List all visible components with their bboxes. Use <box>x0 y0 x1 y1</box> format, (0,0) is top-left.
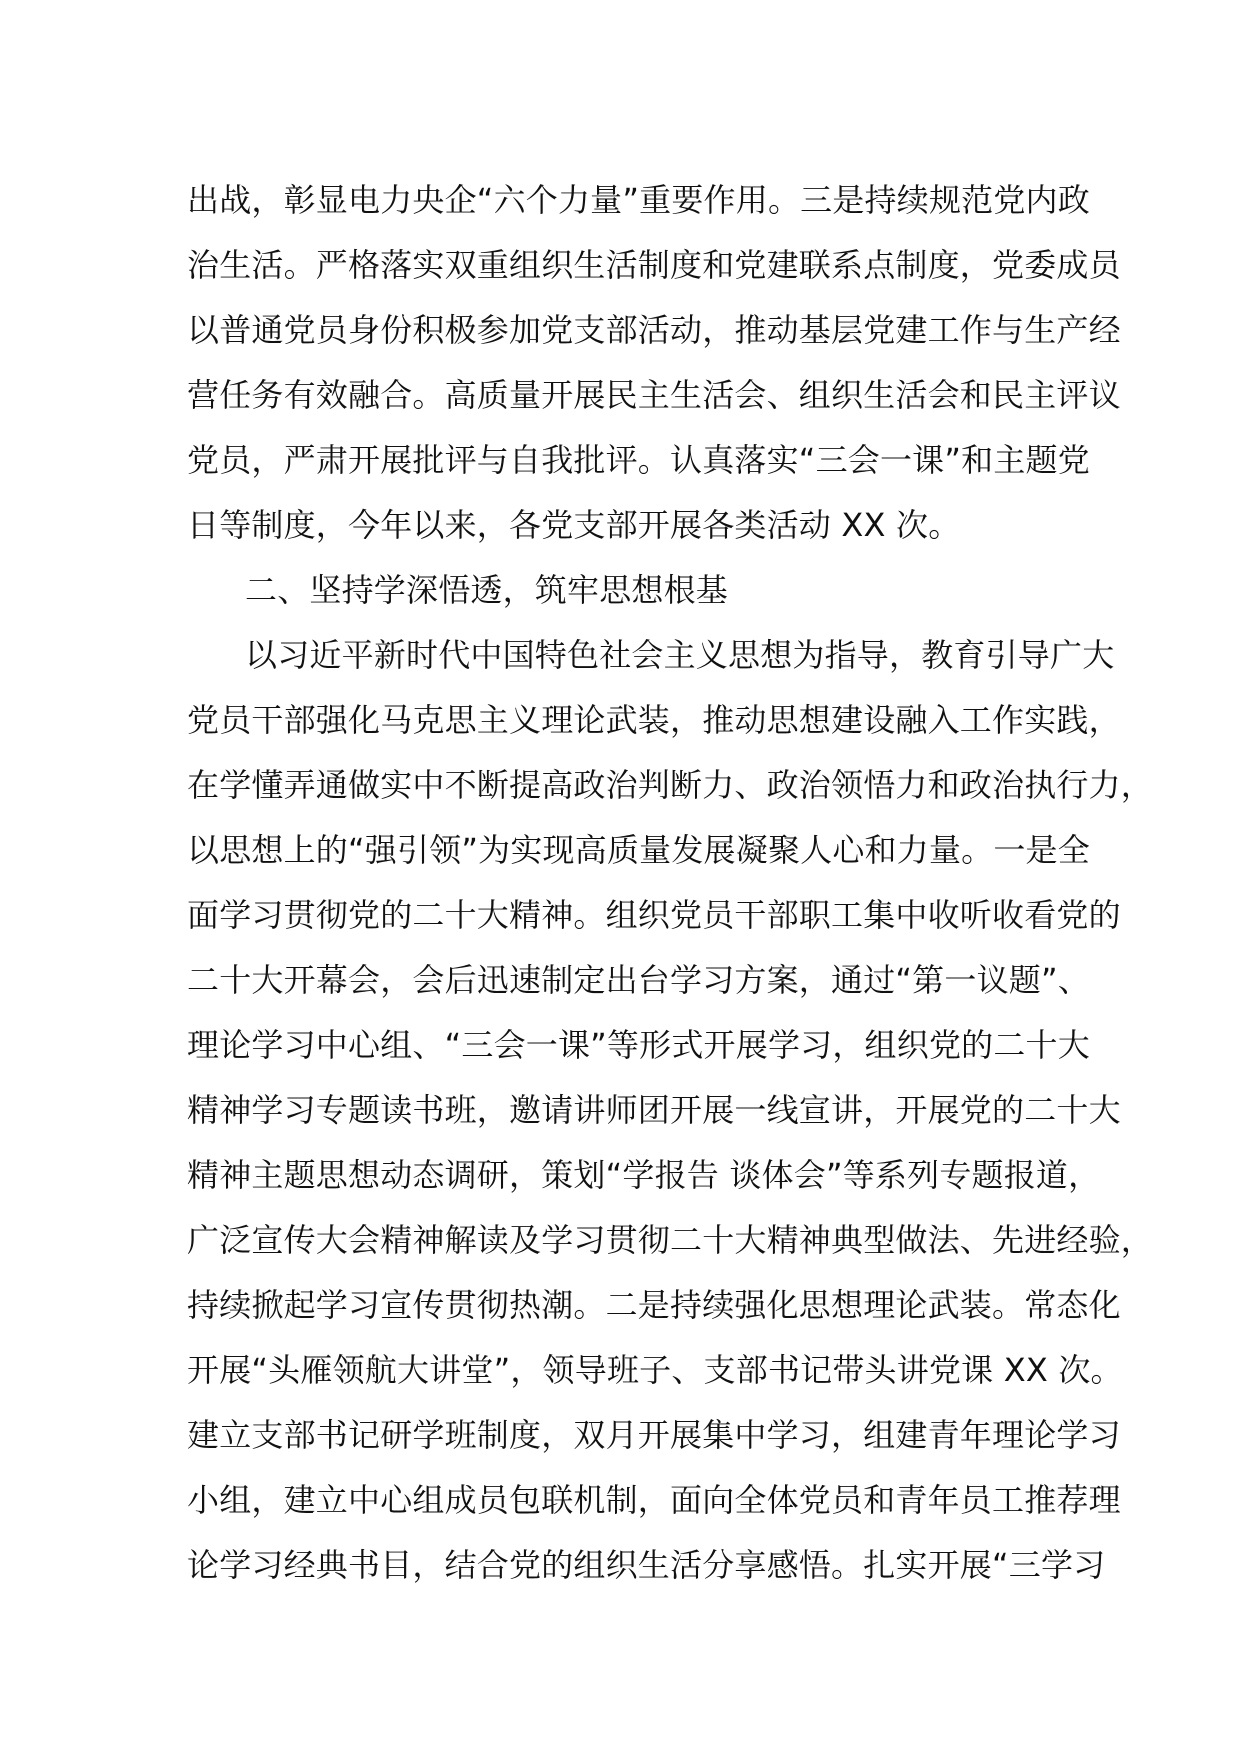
body-line: 以普通党员身份积极参加党支部活动，推动基层党建工作与生产经 <box>187 311 1121 349</box>
body-line: 党员，严肃开展批评与自我批评。认真落实“三会一课”和主题党 <box>187 441 1090 479</box>
body-line: 党员干部强化马克思主义理论武装，推动思想建设融入工作实践， <box>187 701 1121 739</box>
body-line: 二十大开幕会，会后迅速制定出台学习方案，通过“第一议题”、 <box>187 961 1090 999</box>
body-line: 治生活。严格落实双重组织生活制度和党建联系点制度，党委成员 <box>187 246 1121 284</box>
body-line: 精神主题思想动态调研，策划“学报告 谈体会”等系列专题报道， <box>187 1156 1101 1194</box>
body-line: 面学习贯彻党的二十大精神。组织党员干部职工集中收听收看党的 <box>187 896 1121 934</box>
section-heading: 二、坚持学深悟透，筑牢思想根基 <box>245 571 729 609</box>
body-line: 出战，彰显电力央企“六个力量”重要作用。三是持续规范党内政 <box>187 181 1090 219</box>
body-line: 在学懂弄通做实中不断提高政治判断力、政治领悟力和政治执行力， <box>187 766 1154 804</box>
document-body <box>187 168 1154 1598</box>
paragraph-first-line: 以习近平新时代中国特色社会主义思想为指导，教育引导广大 <box>245 636 1115 674</box>
body-line: 开展“头雁领航大讲堂”，领导班子、支部书记带头讲党课 XX 次。 <box>187 1351 1123 1389</box>
body-line: 论学习经典书目，结合党的组织生活分享感悟。扎实开展“三学习 <box>187 1546 1106 1584</box>
body-line: 广泛宣传大会精神解读及学习贯彻二十大精神典型做法、先进经验， <box>187 1221 1154 1259</box>
body-line: 以思想上的“强引领”为实现高质量发展凝聚人心和力量。一是全 <box>187 831 1090 869</box>
body-line: 小组，建立中心组成员包联机制，面向全体党员和青年员工推荐理 <box>187 1481 1121 1519</box>
body-line: 理论学习中心组、“三会一课”等形式开展学习，组织党的二十大 <box>187 1026 1090 1064</box>
body-line: 持续掀起学习宣传贯彻热潮。二是持续强化思想理论武装。常态化 <box>187 1286 1121 1324</box>
body-line: 营任务有效融合。高质量开展民主生活会、组织生活会和民主评议 <box>187 376 1121 414</box>
body-line: 建立支部书记研学班制度，双月开展集中学习，组建青年理论学习 <box>187 1416 1121 1454</box>
body-line: 日等制度，今年以来，各党支部开展各类活动 XX 次。 <box>187 506 961 544</box>
body-line: 精神学习专题读书班，邀请讲师团开展一线宣讲，开展党的二十大 <box>187 1091 1121 1129</box>
